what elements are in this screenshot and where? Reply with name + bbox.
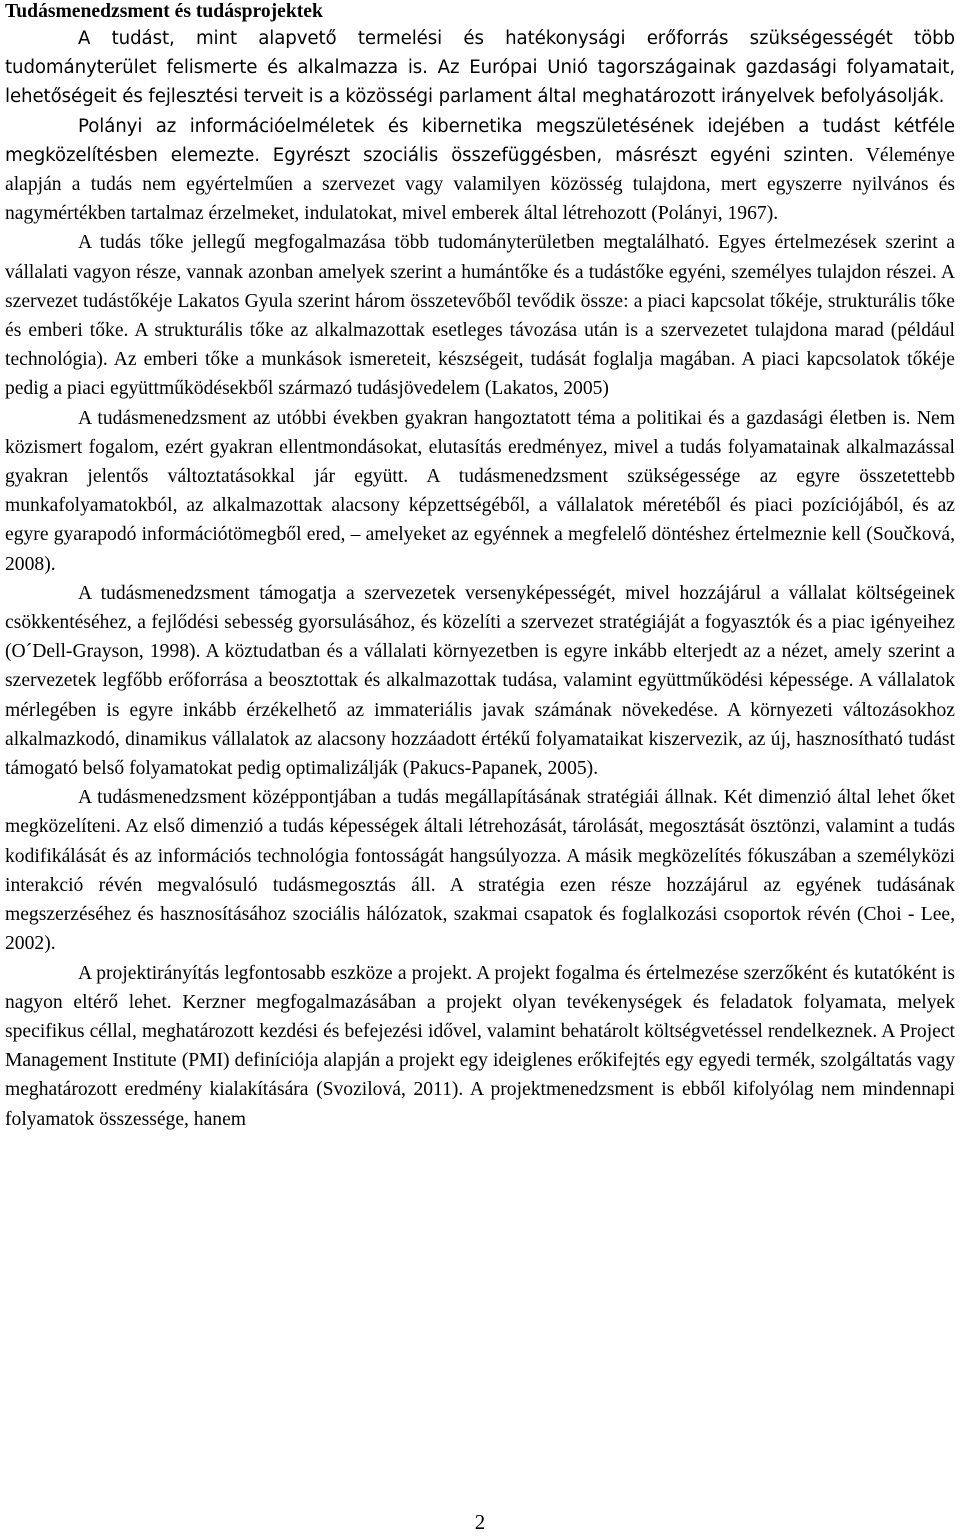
paragraph-text: A tudást, mint alapvető termelési és hatékonysági erőforrás szükségességét több tudományterület felismerte és alkalmazza is. Az Európai Unió tagországainak gazdasági folyamatait, lehetőségeit és fejlesztési terveit is a közösségi parlament által meghatározott irányelvek befolyásolják. bbox=[5, 28, 955, 108]
body-text bbox=[5, 24, 955, 1134]
page-number: 2 bbox=[474, 1510, 486, 1534]
paragraph-text: A tudásmenedzsment támogatja a szervezetek versenyképességét, mivel hozzájárul a vállalat költségeinek csökkentéséhez, a fejlődési sebesség gyorsulásához, és közelíti a szervezet stratégiáját a fogyasztók és a piac igényeihez (O´Dell-Grayson, 1998). A köztudatban és a vállalati környezetben is egyre inkább elterjedt az a nézet, amely szerint a szervezetek legfőbb erőforrása a beosztottak és alkalmazottak tudása, valamint együttműködési képessége. A vállalatok mérlegében is egyre inkább érzékelhető az immateriális javak számának növekedése. A környezeti változásokhoz alkalmazkodó, dinamikus vállalatok az alacsony hozzáadott értékű folyamataikat kiszervezik, az új, hasznosítható tudást támogató belső folyamatokat pedig optimalizálják (Pakucs-Papanek, 2005). bbox=[5, 582, 955, 780]
paragraph bbox=[5, 24, 955, 112]
section-title: Tudásmenedzsment és tudásprojektek bbox=[5, 1, 323, 22]
paragraph bbox=[5, 228, 955, 403]
paragraph-text: A tudásmenedzsment az utóbbi években gyakran hangoztatott téma a politikai és a gazdasági életben is. Nem közismert fogalom, ezért gyakran ellentmondásokat, elutasítás eredményez, mivel a tudás folyamatainak alkalmazással gyakran jelentős változtatásokkal jár együtt. A tudásmenedzsment szükségessége az egyre összetettebb munkafolyamatokból, az alkalmazottak alacsony képzettségéből, a vállalatok méretéből és piaci pozíciójából, és az egyre gyarapodó információtömegből ered, – amelyeket az egyénnek a megfelelő döntéshez értelmeznie kell (Součková, 2008). bbox=[5, 407, 955, 575]
paragraph-text: Véleménye alapján a tudás nem egyértelműen a szervezet vagy valamilyen közösség tulajdona, mert egyszerre nyilvános és nagymértékben tartalmaz érzelmeket, indulatokat, mivel emberek által létrehozott (Polányi, 1967). bbox=[5, 144, 955, 225]
paragraph bbox=[5, 579, 955, 783]
paragraph-text: A tudásmenedzsment középpontjában a tudás megállapításának stratégiái állnak. Két dimenzió által lehet őket megközelíteni. Az első dimenzió a tudás képességek általi létrehozását, tárolását, megosztását ösztönzi, valamint a tudás kodifikálását és az információs technológia fontosságát hangsúlyozza. A másik megközelítés fókuszában a személyközi interakció révén megvalósuló tudásmegosztás áll. A stratégia ezen része hozzájárul az egyének tudásának megszerzéséhez és hasznosításához szociális hálózatok, szakmai csapatok és foglalkozási csoportok révén (Choi - Lee, 2002). bbox=[5, 787, 955, 955]
paragraph bbox=[5, 959, 955, 1134]
paragraph bbox=[5, 404, 955, 579]
paragraph-text: Polányi az információelméletek és kibernetika megszületésének idejében a tudást kétféle megközelítésben elemezte. Egyrészt szociális összefüggésben, másrészt egyéni szinten. bbox=[5, 115, 955, 166]
document-page bbox=[5, 0, 955, 1134]
paragraph-text: A projektirányítás legfontosabb eszköze a projekt. A projekt fogalma és értelmezése szerzőként és kutatóként is nagyon eltérő lehet. Kerzner megfogalmazásában a projekt olyan tevékenységek és feladatok folyamata, melyek specifikus céllal, meghatározott kezdési és befejezési idővel, valamint behatárolt költségvetéssel rendelkeznek. A Project Management Institute (PMI) definíciója alapján a projekt egy ideiglenes erőkifejtés egy egyedi termék, szolgáltatás vagy meghatározott eredmény kialakítására (Svozilová, 2011). A projektmenedzsment is ebből kifolyólag nem mindennapi folyamatok összessége, hanem bbox=[5, 962, 955, 1130]
paragraph-text: A tudás tőke jellegű megfogalmazása több tudományterületben megtalálható. Egyes értelmezések szerint a vállalati vagyon része, vannak azonban amelyek szerint a humántőke és a tudástőke egyéni, személyes tulajdon részei. A szervezet tudástőkéje Lakatos Gyula szerint három összetevőből tevődik össze: a piaci kapcsolat tőkéje, strukturális tőke és emberi tőke. A strukturális tőke az alkalmazottak esetleges távozása után is a szervezetet tulajdona marad (például technológia). Az emberi tőke a munkások ismereteit, készségeit, tudását foglalja magában. A piaci kapcsolatok tőkéje pedig a piaci együttműködésekből származó tudásjövedelem (Lakatos, 2005) bbox=[5, 232, 955, 400]
paragraph bbox=[5, 783, 955, 958]
paragraph bbox=[5, 112, 955, 229]
